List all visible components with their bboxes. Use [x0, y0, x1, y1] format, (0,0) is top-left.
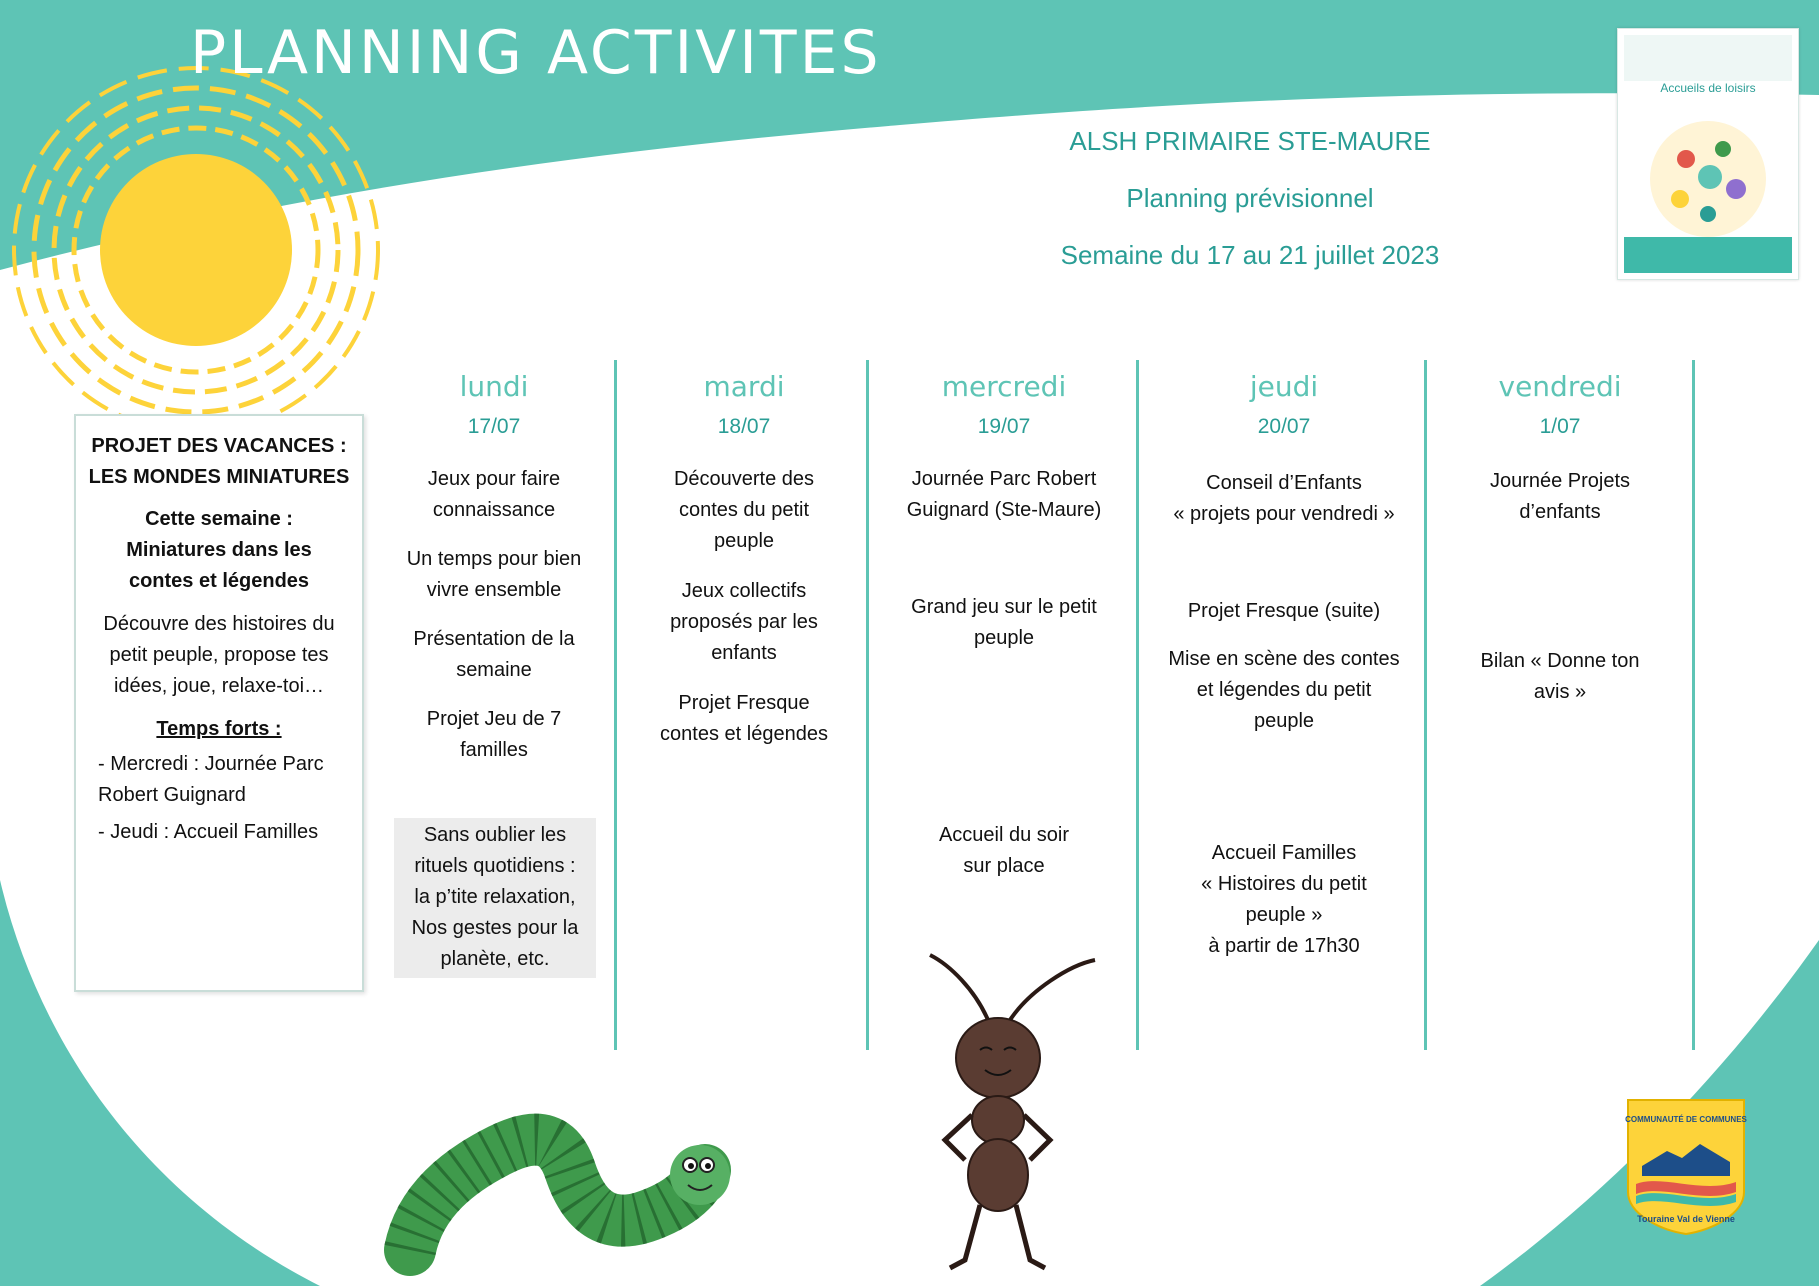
activity: Projet Fresque contes et légendes	[660, 692, 828, 745]
description-line2: petit peuple, propose tes	[109, 644, 329, 666]
planning-subtitle: Planning prévisionnel	[1126, 183, 1374, 213]
activity: Jeux pour faire connaissance	[427, 468, 561, 521]
description-line3: idées, joue, relaxe-toi…	[113, 675, 325, 697]
column-divider	[1136, 360, 1139, 1050]
activity: Un temps pour bien vivre ensemble	[406, 548, 582, 601]
day-name: vendredi	[1498, 370, 1622, 403]
activity: Découverte des contes du petit peuple	[673, 468, 815, 552]
highlight-wednesday-line1: - Mercredi : Journée Parc	[98, 753, 324, 775]
activity: Mise en scène des contes et légendes du petit peuple	[1168, 648, 1400, 732]
highlights-title: Temps forts :	[156, 718, 282, 740]
logo-bottom-text: Touraine Val de Vienne	[1637, 1214, 1735, 1224]
page-title: PLANNING ACTIVITES	[190, 18, 882, 88]
activity: Journée Projets d’enfants	[1489, 470, 1631, 523]
caterpillar-icon	[410, 1140, 730, 1250]
week-range: Semaine du 17 au 21 juillet 2023	[1060, 240, 1440, 270]
column-divider	[866, 360, 869, 1050]
day-date: 20/07	[1257, 415, 1311, 438]
day-column-friday	[1440, 366, 1680, 703]
center-name: ALSH PRIMAIRE STE-MAURE	[1069, 126, 1431, 156]
column-divider	[1424, 360, 1427, 1050]
day-date: 18/07	[717, 415, 771, 438]
activity: Jeux collectifs proposés par les enfants	[670, 580, 818, 664]
activity: Journée Parc Robert Guignard (Ste-Maure)	[906, 468, 1102, 521]
logo-top-text: COMMUNAUTÉ DE COMMUNES	[1625, 1115, 1747, 1124]
day-date: 19/07	[977, 415, 1031, 438]
day-date: 1/07	[1539, 415, 1581, 438]
activity: Accueil Familles « Histoires du petit peuple » à partir de 17h30	[1201, 842, 1367, 957]
activity: Accueil du soir sur place	[938, 824, 1070, 877]
activity: Conseil d’Enfants « projets pour vendredi »	[1173, 472, 1395, 525]
week-theme-line1: Miniatures dans les	[126, 539, 312, 561]
column-divider	[1692, 360, 1695, 1050]
cover-title: Accueils de loisirs	[1660, 81, 1756, 95]
highlight-wednesday-line2: Robert Guignard	[98, 784, 246, 806]
community-logo	[1622, 1096, 1750, 1236]
day-name: lundi	[459, 370, 529, 403]
column-divider	[614, 360, 617, 1050]
activity: Bilan « Donne ton avis »	[1480, 650, 1640, 703]
project-title-line2: LES MONDES MINIATURES	[88, 466, 350, 488]
activity: Présentation de la semaine	[413, 628, 575, 681]
day-name: jeudi	[1249, 370, 1319, 403]
brochure-cover-image	[1617, 28, 1799, 280]
project-info-box	[74, 414, 364, 992]
day-column-thursday	[1164, 366, 1404, 957]
day-column-wednesday	[884, 366, 1124, 877]
activity: Grand jeu sur le petit peuple	[911, 596, 1097, 649]
day-name: mercredi	[941, 370, 1067, 403]
ant-icon	[930, 955, 1095, 1268]
day-column-tuesday	[624, 366, 864, 745]
week-label: Cette semaine :	[145, 508, 293, 530]
highlight-thursday: - Jeudi : Accueil Familles	[98, 821, 319, 843]
cover-footer-strip	[1624, 237, 1792, 273]
day-column-monday	[374, 366, 614, 761]
day-date: 17/07	[467, 415, 521, 438]
day-name: mardi	[703, 370, 785, 403]
project-title-line1: PROJET DES VACANCES :	[91, 435, 347, 457]
description-line1: Découvre des histoires du	[103, 613, 335, 635]
daily-rituals-note: Sans oublier les rituels quotidiens : la p’tite relaxation, Nos gestes pour la planète, etc.	[394, 818, 596, 978]
week-theme-line2: contes et légendes	[128, 570, 310, 592]
activity: Projet Jeu de 7 familles	[426, 708, 562, 761]
activity: Projet Fresque (suite)	[1187, 600, 1381, 622]
